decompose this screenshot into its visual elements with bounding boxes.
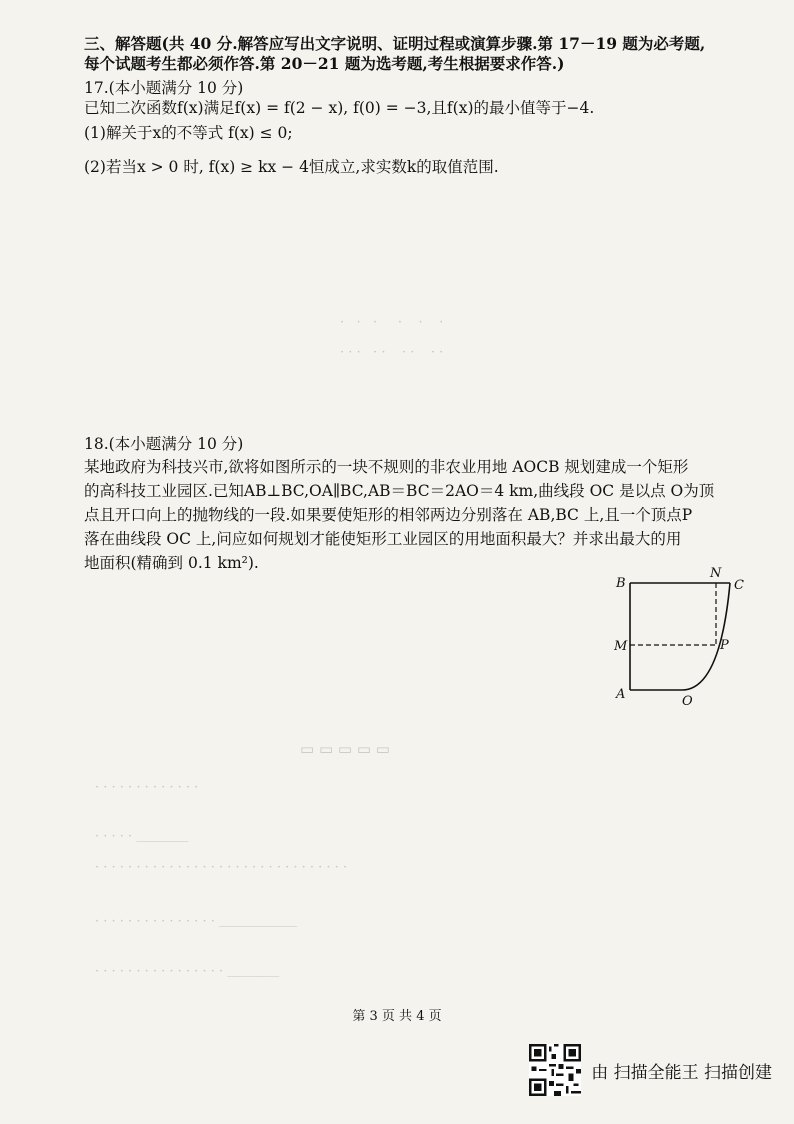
bleed-through-mark: · · · · · · xyxy=(340,315,444,330)
q17-title: 17.(本小题满分 10 分) xyxy=(84,79,244,97)
qr-code-icon xyxy=(529,1044,581,1096)
q18-text-line: 某地政府为科技兴市,欲将如图所示的一块不规则的非农业用地 AOCB 规划建成一个矩形 xyxy=(84,458,689,476)
q18-text-line: 地面积(精确到 0.1 km²). xyxy=(84,554,259,572)
bleed-through-mark: · · · · · · · · · · · · · xyxy=(95,780,199,795)
bleed-through-mark: · · · · · · · · · · · · · · · ＿＿＿＿＿＿ xyxy=(95,914,297,929)
label-c: C xyxy=(734,578,744,593)
page-number: 第 3 页 共 4 页 xyxy=(352,1009,442,1024)
q18-text-line: 点且开口向上的抛物线的一段.如果要使矩形的相邻两边分别落在 AB,BC 上,且一个顶点P xyxy=(84,506,693,524)
bleed-through-mark: ▭ ▭ ▭ ▭ ▭ xyxy=(300,740,390,758)
label-p: P xyxy=(720,638,729,653)
scanner-text: 由 扫描全能王 扫描创建 xyxy=(591,1062,772,1083)
q18-text-line: 落在曲线段 OC 上,问应如何规划才能使矩形工业园区的用地面积最大？并求出最大的用 xyxy=(84,530,682,548)
scanner-watermark xyxy=(529,1044,772,1096)
bleed-through-mark: · · · · · · · · · · · · · · · · · · · · · · · · · · · · · · · xyxy=(95,860,348,875)
label-m: M xyxy=(614,639,628,654)
parabola-oc xyxy=(682,583,730,690)
bleed-through-mark: · · · · · · · · · xyxy=(340,345,444,360)
label-b: B xyxy=(616,576,626,591)
q17-stem: 已知二次函数f(x)满足f(x) = f(2 − x), f(0) = −3,且f(x)的最小值等于−4. xyxy=(84,99,595,117)
q18-title: 18.(本小题满分 10 分) xyxy=(84,435,244,453)
q17-part1: (1)解关于x的不等式 f(x) ≤ 0; xyxy=(84,124,293,142)
label-o: O xyxy=(682,694,693,709)
bleed-through-mark: · · · · · · · · · · · · · · · · ＿＿＿＿ xyxy=(95,964,280,979)
section-heading: 三、解答题(共 40 分.解答应写出文字说明、证明过程或演算步骤.第 17－19 题为必考题, xyxy=(84,34,706,53)
section-heading-cont: 每个试题考生都必须作答.第 20－21 题为选考题,考生根据要求作答.) xyxy=(84,54,565,73)
q17-part2: (2)若当x > 0 时, f(x) ≥ kx − 4恒成立,求实数k的取值范围. xyxy=(84,158,499,176)
land-plot-figure xyxy=(610,565,760,710)
label-n: N xyxy=(710,566,722,581)
q18-text-line: 的高科技工业园区.已知AB⊥BC,OA∥BC,AB＝BC＝2AO＝4 km,曲线段 OC 是以点 O为顶 xyxy=(84,482,715,500)
label-a: A xyxy=(616,687,626,702)
bleed-through-mark: · · · · · ＿＿＿＿ xyxy=(95,829,189,844)
